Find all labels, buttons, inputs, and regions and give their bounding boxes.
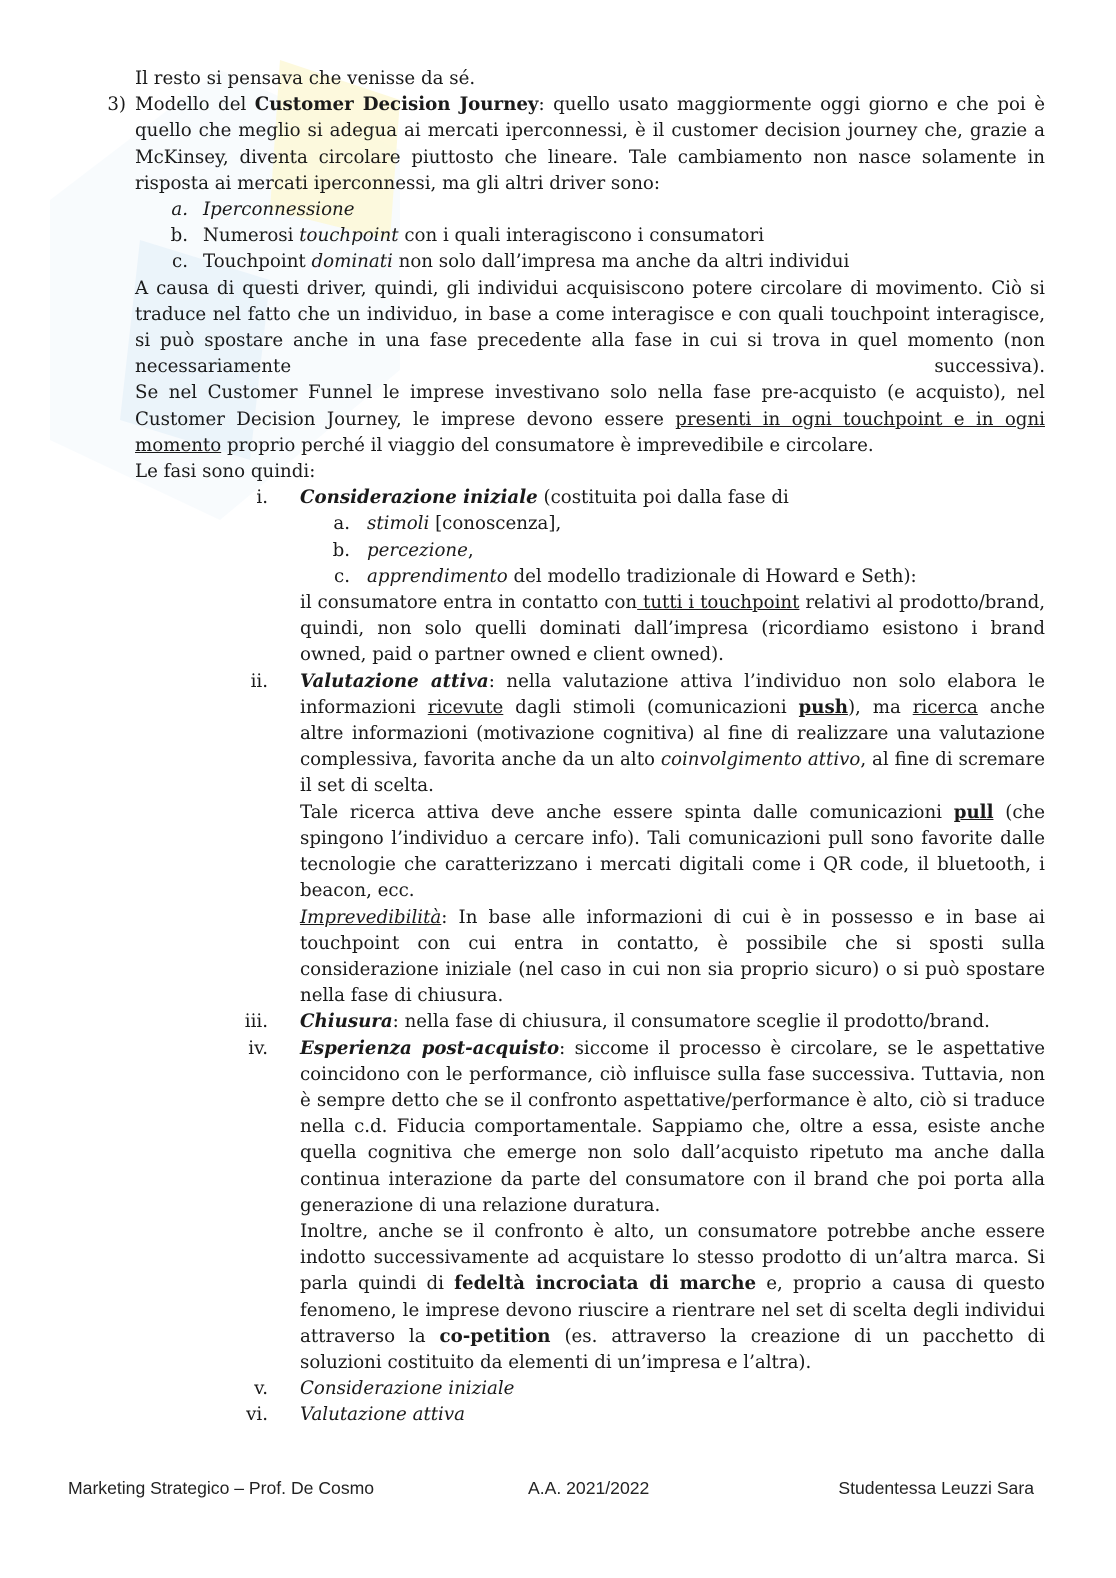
phases-intro: Le fasi sono quindi: (135, 461, 316, 483)
intro-line: Il resto si pensava che venisse da sé. (135, 68, 476, 89)
phase-item-6: vi. Valutazione attiva (246, 1404, 465, 1426)
paragraph-funnel: Se nel Customer Funnel le imprese investivano solo nella fase pre-acquisto (e acquisto), nel Customer Decision Journey, le imprese devono essere presenti in ogni touchpoint e in ogni momento proprio perché il viaggio del consumatore è imprevedibile e circolare. (135, 382, 1045, 456)
item3-paragraph: Modello del Customer Decision Journey: quello usato maggiormente oggi giorno e che poi è quello che meglio si adegua ai mercati iperconnessi, è il customer decision journey che, grazie a McKinsey, diventa circolare piuttosto che lineare. Tale cambiamento non nasce solamente in risposta ai mercati iperconnessi, ma gli altri driver sono: (135, 94, 1045, 194)
phase-title: Considerazione iniziale (300, 487, 538, 509)
driver-item: a. Iperconnessione (171, 199, 355, 221)
footer-course: Marketing Strategico – Prof. De Cosmo (68, 1478, 375, 1498)
document-body (100, 66, 1045, 1429)
phase4-second-paragraph: Inoltre, anche se il confronto è alto, un consumatore potrebbe anche essere indotto successivamente ad acquistare lo stesso prodotto di un’altra marca. Si parla quindi di fedeltà incrociata di marche e, proprio a causa di questo fenomeno, le imprese devono riuscire a rientrare nel set di scelta degli individui attraverso la co-petition (es. attraverso la creazione di un pacchetto di soluzioni costituito da elementi di un’impresa e l’altra). (300, 1220, 1045, 1373)
phase-title: Esperienza post-acquisto (300, 1037, 560, 1059)
paragraph-causa: A causa di questi driver, quindi, gli individui acquisiscono potere circolare di movimento. Ciò si traduce nel fatto che un individuo, in base a come interagisce e con quali touchpoint interagisce, si può spostare anche in una fase precedente alla fase in cui si trova in quel momento (non necessariamente successiva). (135, 277, 1045, 378)
phase2-pull-paragraph: Tale ricerca attiva deve anche essere spinta dalle comunicazioni pull (che spingono l’individuo a cercare info). Tali comunicazioni pull sono favorite dalle tecnologie che caratterizzano i mercati digitali come i QR code, il bluetooth, i beacon, ecc. (300, 801, 1045, 902)
list-number: 3) (107, 94, 126, 116)
phase-item-1: i. Considerazione iniziale (costituita poi dalla fase di (256, 487, 789, 509)
cdj-term: Customer Decision Journey (254, 94, 539, 116)
phase-item-3: iii. Chiusura: nella fase di chiusura, il consumatore sceglie il prodotto/brand. (244, 1011, 990, 1033)
sub-item: a. stimoli [conoscenza], (333, 513, 562, 535)
phase-title: Considerazione iniziale (300, 1378, 515, 1400)
driver-item: c. Touchpoint dominati non solo dall’impresa ma anche da altri individui (172, 251, 850, 273)
page-footer (68, 1478, 1034, 1504)
phase1-description: il consumatore entra in contatto con tutti i touchpoint relativi al prodotto/brand, quindi, non solo quelli dominati dall’impresa (ricordiamo esistono i brand owned, paid o partner owned e client owned). (300, 592, 1046, 666)
phase-title: Valutazione attiva (300, 1404, 465, 1426)
phase-title: Chiusura (300, 1011, 393, 1033)
sub-item: c. apprendimento del modello tradizionale di Howard e Seth): (334, 565, 917, 587)
phase-item-5: v. Considerazione iniziale (254, 1378, 515, 1400)
driver-item: b. Numerosi touchpoint con i quali interagiscono i consumatori (170, 225, 765, 247)
phase2-imprevedibilita: Imprevedibilità: In base alle informazioni di cui è in possesso e in base ai touchpoint con cui entra in contatto, è possibile che si sposti sulla considerazione iniziale (nel caso in cui non sia proprio sicuro) o si può spostare nella fase di chiusura. (300, 906, 1045, 1007)
sub-item: b. percezione, (332, 539, 474, 561)
phase-title: Valutazione attiva (300, 670, 489, 692)
footer-academic-year: A.A. 2021/2022 (528, 1478, 650, 1498)
phase-item-2: ii. Valutazione attiva: nella valutazione attiva l’individuo non solo elabora le informazioni ricevute dagli stimoli (comunicazioni push), ma ricerca anche altre informazioni (motivazione cognitiva) al fine di realizzare una valutazione complessiva, favorita anche da un alto coinvolgimento attivo, al fine di scremare il set di scelta. (250, 670, 1045, 797)
footer-author: Studentessa Leuzzi Sara (838, 1478, 1034, 1498)
phase-item-4: iv. Esperienza post-acquisto: siccome il processo è circolare, se le aspettative coincidono con le performance, ciò influisce sulla fase successiva. Tuttavia, non è sempre detto che se il confronto aspettative/performance è alto, ciò si traduce nella c.d. Fiducia comportamentale. Sappiamo che, oltre a essa, esiste anche quella cognitiva che emerge non solo dall’acquisto ripetuto ma anche dalla continua interazione da parte del consumatore con il brand che poi porta alla generazione di una relazione duratura. (248, 1037, 1045, 1216)
list-item-3 (100, 92, 1045, 197)
